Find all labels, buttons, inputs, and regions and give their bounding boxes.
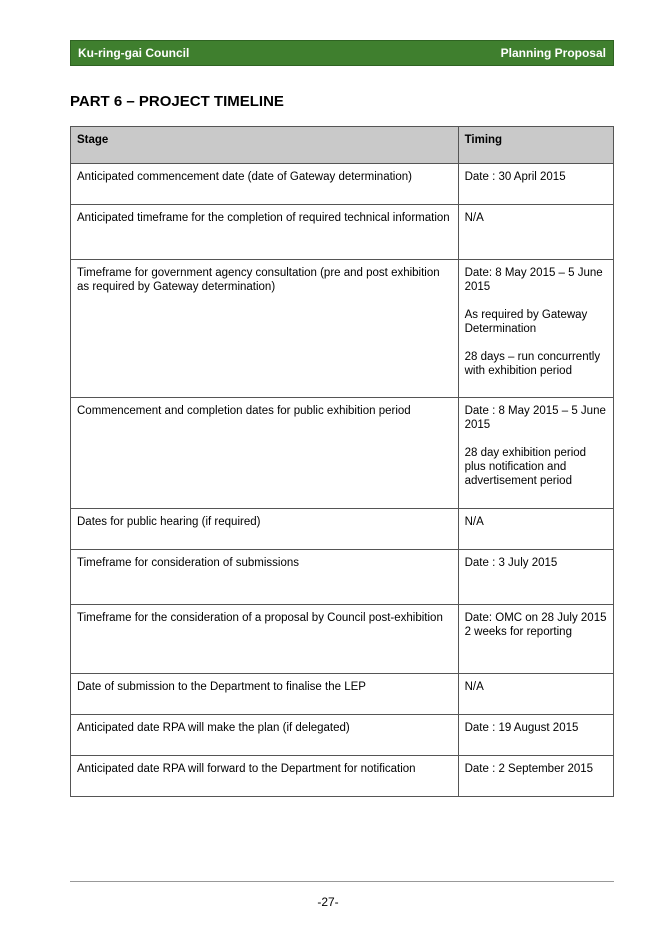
timing-cell — [458, 509, 613, 550]
table-row — [71, 164, 614, 205]
timing-text: Date : 30 April 2015 — [464, 171, 566, 183]
table-row — [71, 260, 614, 398]
page-title: PART 6 – PROJECT TIMELINE — [70, 93, 284, 110]
project-timeline-table — [70, 126, 614, 797]
footer-divider — [70, 881, 614, 882]
timing-cell — [458, 398, 613, 509]
timing-cell — [458, 260, 613, 398]
table-row — [71, 550, 614, 605]
timing-text: 28 days – run concurrently with exhibition period — [464, 351, 601, 377]
table-header-row — [71, 127, 614, 164]
timing-text: Date: OMC on 28 July 2015 — [464, 612, 607, 624]
timing-cell — [458, 605, 613, 674]
table-row — [71, 715, 614, 756]
page-number: -27- — [317, 895, 339, 909]
table-row — [71, 398, 614, 509]
timing-text: Date: 8 May 2015 – 5 June 2015 — [464, 267, 603, 293]
header-bar — [70, 40, 614, 66]
stage-cell: Anticipated date RPA will forward to the Department for notification — [71, 756, 459, 797]
table-row — [71, 605, 614, 674]
timing-cell — [458, 715, 613, 756]
timing-text: N/A — [464, 212, 484, 224]
timing-cell — [458, 674, 613, 715]
stage-cell: Dates for public hearing (if required) — [71, 509, 459, 550]
timing-text: Date : 8 May 2015 – 5 June 2015 — [464, 405, 606, 431]
timing-text: N/A — [464, 681, 484, 693]
table-row — [71, 756, 614, 797]
header-council-name: Ku-ring-gai Council — [78, 46, 190, 60]
timing-cell — [458, 164, 613, 205]
timing-text: 28 day exhibition period plus notification and advertisement period — [464, 447, 587, 487]
timing-text: As required by Gateway Determination — [464, 309, 588, 335]
timing-cell — [458, 756, 613, 797]
stage-cell: Anticipated commencement date (date of Gateway determination) — [71, 164, 459, 205]
stage-cell: Timeframe for the consideration of a proposal by Council post-exhibition — [71, 605, 459, 674]
stage-cell: Anticipated timeframe for the completion of required technical information — [71, 205, 459, 260]
timing-cell — [458, 550, 613, 605]
stage-cell: Date of submission to the Department to finalise the LEP — [71, 674, 459, 715]
stage-cell: Anticipated date RPA will make the plan (if delegated) — [71, 715, 459, 756]
column-header-stage: Stage — [71, 127, 459, 164]
timing-cell — [458, 205, 613, 260]
stage-cell: Commencement and completion dates for public exhibition period — [71, 398, 459, 509]
timing-text: Date : 3 July 2015 — [464, 557, 558, 569]
table-row — [71, 205, 614, 260]
timing-text: 2 weeks for reporting — [464, 626, 572, 638]
timing-text: Date : 19 August 2015 — [464, 722, 579, 734]
stage-cell: Timeframe for consideration of submissions — [71, 550, 459, 605]
table-row — [71, 674, 614, 715]
stage-cell: Timeframe for government agency consultation (pre and post exhibition as required by Gateway determination) — [71, 260, 459, 398]
column-header-timing: Timing — [458, 127, 613, 164]
table-row — [71, 509, 614, 550]
header-document-type: Planning Proposal — [500, 46, 606, 60]
timing-text: Date : 2 September 2015 — [464, 763, 594, 775]
timing-text: N/A — [464, 516, 484, 528]
